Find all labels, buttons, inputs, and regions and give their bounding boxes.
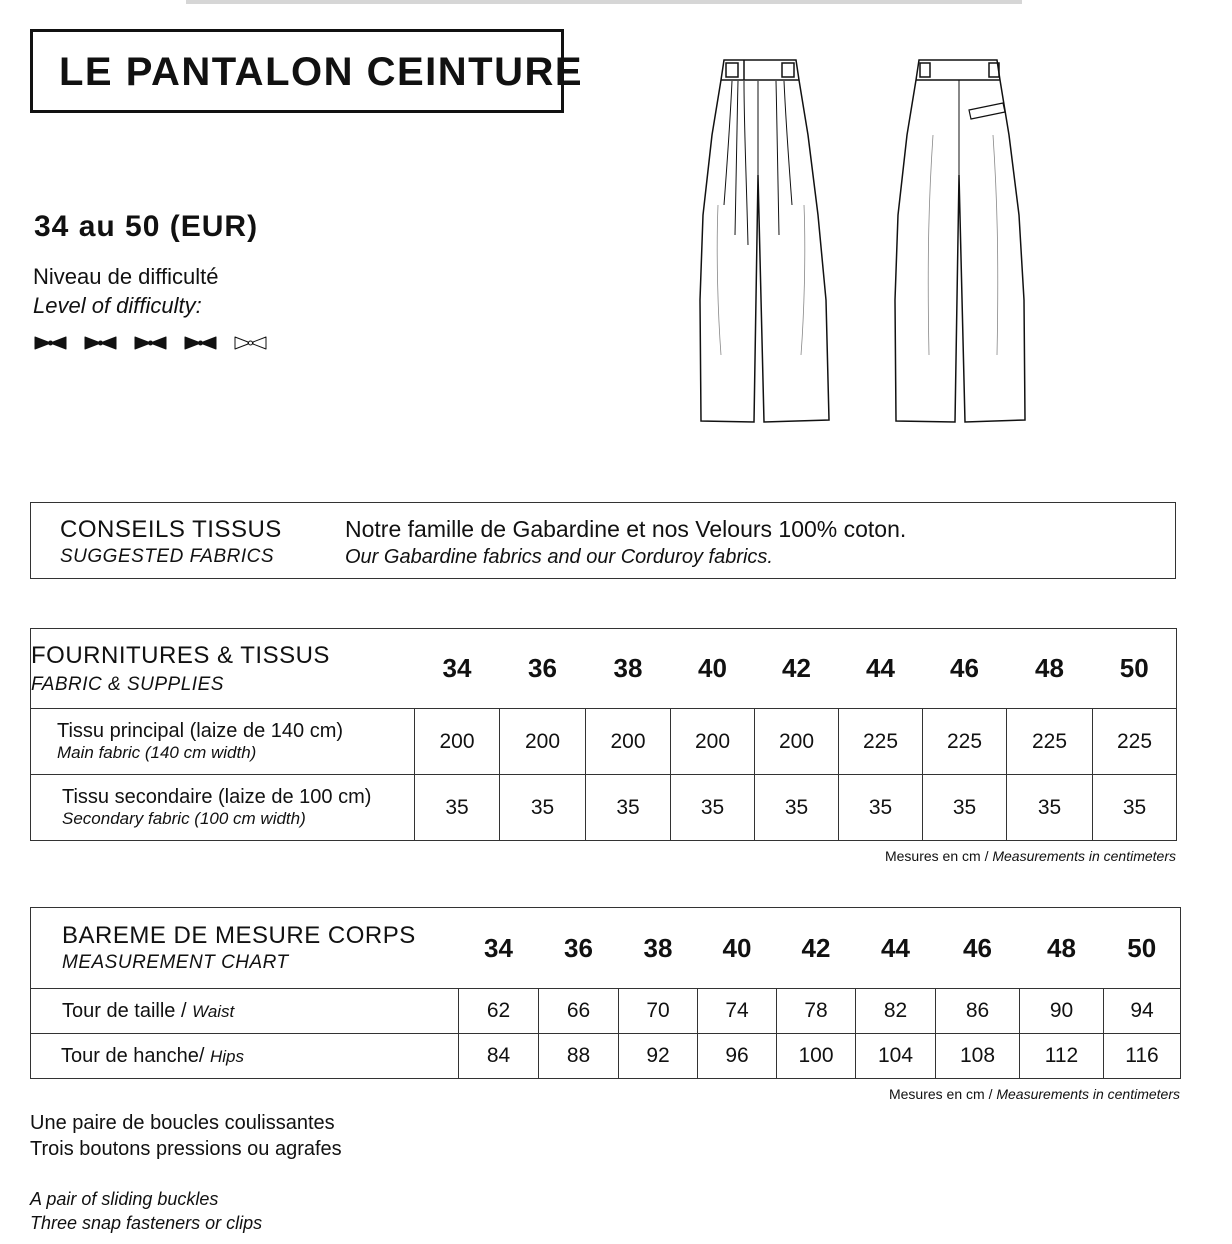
- measurement-header-row: [31, 908, 1181, 989]
- size-header: 50: [1119, 653, 1149, 683]
- bow-tie-icon: [233, 333, 268, 353]
- size-header: 48: [1035, 653, 1064, 683]
- row-label-en: Secondary fabric (100 cm width): [62, 809, 306, 828]
- suggested-fabrics-heading-fr: CONSEILS TISSUS: [60, 516, 282, 543]
- supplies-heading-fr: FOURNITURES & TISSUS: [31, 641, 330, 669]
- table-cell: 100: [777, 1034, 856, 1079]
- notion-item-en: Three snap fasteners or clips: [30, 1213, 263, 1233]
- title-box: [30, 29, 584, 113]
- table-cell: 200: [586, 709, 671, 775]
- table-cell: 74: [698, 989, 777, 1034]
- notion-item-en: A pair of sliding buckles: [30, 1189, 219, 1209]
- size-header: 48: [1047, 932, 1076, 963]
- table-cell: 66: [539, 989, 619, 1034]
- row-label-fr: Tour de taille /: [62, 999, 193, 1022]
- table-cell: 35: [500, 775, 586, 841]
- table-cell: 35: [1093, 775, 1177, 841]
- table-cell: 225: [1093, 709, 1177, 775]
- size-header: 50: [1127, 932, 1157, 963]
- row-label-fr: Tour de hanche/: [61, 1044, 210, 1067]
- trousers-front-sketch: [696, 55, 831, 430]
- units-note-en: Measurements in centimeters: [996, 1086, 1180, 1102]
- size-header: 44: [866, 653, 895, 683]
- size-header: 36: [564, 932, 593, 963]
- table-cell: 35: [586, 775, 671, 841]
- notion-item-fr: Trois boutons pressions ou agrafes: [30, 1138, 342, 1160]
- supplies-units-note: [885, 848, 1176, 864]
- table-cell: 35: [839, 775, 923, 841]
- table-cell: 225: [839, 709, 923, 775]
- table-cell: 35: [923, 775, 1007, 841]
- table-cell: 62: [459, 989, 539, 1034]
- table-cell: 86: [936, 989, 1020, 1034]
- table-cell: 108: [936, 1034, 1020, 1079]
- table-cell: 116: [1104, 1034, 1181, 1079]
- table-cell: 84: [459, 1034, 539, 1079]
- bow-tie-icon: [183, 333, 218, 353]
- supplies-header-row: [31, 629, 1177, 709]
- suggested-fabrics-box: [30, 502, 1176, 579]
- size-header: 34: [484, 932, 513, 963]
- table-row: [31, 709, 1177, 775]
- units-note-fr: Mesures en cm /: [884, 848, 993, 864]
- difficulty-label-fr: Niveau de difficulté: [33, 264, 219, 289]
- table-cell: 35: [671, 775, 755, 841]
- table-cell: 200: [500, 709, 586, 775]
- table-row: [31, 989, 1181, 1034]
- table-cell: 112: [1020, 1034, 1104, 1079]
- size-header: 44: [881, 932, 910, 963]
- row-label-fr: Tissu secondaire (laize de 100 cm): [62, 786, 372, 808]
- table-cell: 225: [1007, 709, 1093, 775]
- size-header: 36: [528, 653, 557, 683]
- row-label-en: Main fabric (140 cm width): [57, 743, 257, 762]
- table-cell: 200: [671, 709, 755, 775]
- table-cell: 70: [619, 989, 698, 1034]
- bow-tie-icon: [83, 333, 118, 353]
- notion-item-fr: Une paire de boucles coulissantes: [30, 1112, 335, 1134]
- table-cell: 90: [1020, 989, 1104, 1034]
- measurement-units-note: [889, 1086, 1180, 1102]
- suggested-fabrics-text-en: Our Gabardine fabrics and our Corduroy fabrics.: [345, 546, 773, 568]
- table-cell: 35: [1007, 775, 1093, 841]
- difficulty-rating: [33, 333, 268, 353]
- units-note-en: Measurements in centimeters: [992, 848, 1176, 864]
- size-header: 40: [698, 653, 727, 683]
- top-photo-strip: [186, 0, 1022, 4]
- size-header: 40: [722, 932, 752, 963]
- table-cell: 78: [777, 989, 856, 1034]
- row-label: [31, 709, 415, 775]
- table-row: [31, 775, 1177, 841]
- table-cell: 88: [539, 1034, 619, 1079]
- measurement-heading-fr: BAREME DE MESURE CORPS: [62, 922, 416, 949]
- supplies-table: [30, 628, 1177, 841]
- table-cell: 96: [698, 1034, 777, 1079]
- table-cell: 104: [856, 1034, 936, 1079]
- size-header: 42: [782, 653, 811, 683]
- measurement-heading: [31, 908, 459, 989]
- size-header: 34: [442, 653, 472, 683]
- measurement-chart-table: [30, 907, 1181, 1079]
- row-label-fr: Tissu principal (laize de 140 cm): [57, 720, 344, 742]
- row-label-en: Waist: [192, 1001, 235, 1021]
- supplies-heading: [31, 629, 415, 709]
- suggested-fabrics-text-fr: Notre famille de Gabardine et nos Velours 100% coton.: [345, 516, 907, 542]
- bow-tie-icon: [33, 333, 68, 353]
- trousers-back-sketch: [893, 55, 1028, 430]
- table-cell: 35: [755, 775, 839, 841]
- bow-tie-icon: [133, 333, 168, 353]
- table-cell: 92: [619, 1034, 698, 1079]
- page-title: LE PANTALON CEINTURE: [59, 50, 584, 94]
- size-header: 38: [643, 932, 673, 963]
- table-cell: 35: [415, 775, 500, 841]
- size-header: 46: [950, 653, 979, 683]
- size-range: 34 au 50 (EUR): [34, 210, 259, 243]
- table-cell: 82: [856, 989, 936, 1034]
- supplies-heading-en: FABRIC & SUPPLIES: [31, 673, 224, 695]
- table-row: [31, 1034, 1181, 1079]
- row-label: [31, 775, 415, 841]
- size-header: 38: [613, 653, 643, 683]
- suggested-fabrics-heading-en: SUGGESTED FABRICS: [60, 546, 275, 567]
- table-cell: 94: [1104, 989, 1181, 1034]
- difficulty-label-en: Level of difficulty:: [33, 293, 202, 318]
- measurement-heading-en: MEASUREMENT CHART: [62, 952, 289, 973]
- units-note-fr: Mesures en cm /: [888, 1086, 997, 1102]
- size-header: 46: [963, 932, 992, 963]
- row-label: [31, 1034, 459, 1079]
- row-label-en: Hips: [210, 1046, 245, 1066]
- table-cell: 200: [415, 709, 500, 775]
- row-label: [31, 989, 459, 1034]
- table-cell: 225: [923, 709, 1007, 775]
- table-cell: 200: [755, 709, 839, 775]
- size-header: 42: [801, 932, 831, 963]
